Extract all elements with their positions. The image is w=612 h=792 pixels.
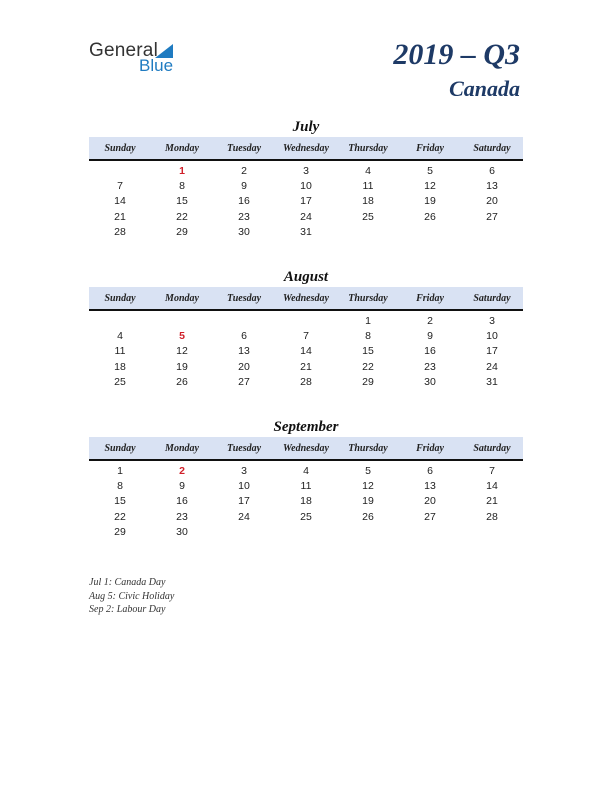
day-cell: 10 <box>300 179 312 192</box>
week-row <box>89 509 523 524</box>
page-title: 2019 – Q3 <box>393 38 520 71</box>
day-cell: 18 <box>114 360 126 373</box>
day-cell: 27 <box>238 375 250 388</box>
weekday-label: Thursday <box>348 442 388 454</box>
holiday-note: Jul 1: Canada Day <box>89 577 166 588</box>
holiday-note: Aug 5: Civic Holiday <box>89 590 175 602</box>
week-row <box>89 209 523 224</box>
week-row <box>89 359 523 374</box>
day-cell: 17 <box>238 495 250 508</box>
holiday-notes <box>89 576 174 617</box>
day-cell: 10 <box>486 329 498 342</box>
weekday-header <box>89 137 523 161</box>
holiday-day-cell: 2 <box>179 464 185 477</box>
day-cell: 30 <box>238 225 250 238</box>
day-cell: 17 <box>300 195 312 208</box>
day-cell: 22 <box>362 360 374 373</box>
day-cell: 28 <box>114 225 126 238</box>
day-cell: 6 <box>241 329 247 342</box>
day-cell: 29 <box>114 525 126 538</box>
day-cell: 8 <box>117 479 123 492</box>
day-cell: 7 <box>117 179 123 192</box>
day-cell: 4 <box>303 464 309 477</box>
day-cell: 24 <box>238 510 250 523</box>
day-cell: 17 <box>486 345 498 358</box>
weekday-label: Saturday <box>473 292 511 304</box>
day-cell: 25 <box>362 210 374 223</box>
country-name: Canada <box>449 76 520 101</box>
day-cell: 6 <box>489 164 495 177</box>
day-cell: 19 <box>362 495 374 508</box>
day-cell: 22 <box>114 510 126 523</box>
day-cell: 31 <box>486 375 498 388</box>
day-cell: 19 <box>176 360 188 373</box>
day-cell: 30 <box>176 525 188 538</box>
day-cell: 23 <box>176 510 188 523</box>
weekday-label: Tuesday <box>226 292 262 304</box>
day-cell: 11 <box>114 345 126 358</box>
week-row <box>89 524 523 539</box>
weekday-label: Monday <box>165 442 199 454</box>
weekday-label: Saturday <box>473 142 511 154</box>
month-name: September <box>273 419 339 435</box>
weekday-header <box>89 437 523 461</box>
day-cell: 25 <box>114 375 126 388</box>
weekday-label: Tuesday <box>226 142 262 154</box>
day-cell: 18 <box>362 195 374 208</box>
month-block <box>89 417 523 539</box>
month-block <box>89 117 523 239</box>
day-cell: 23 <box>424 360 436 373</box>
weekday-label: Monday <box>165 292 199 304</box>
day-cell: 12 <box>424 179 436 192</box>
day-cell: 10 <box>238 479 250 492</box>
day-cell: 27 <box>424 510 436 523</box>
weekday-label: Thursday <box>348 142 388 154</box>
day-cell: 24 <box>300 210 312 223</box>
holiday-day-cell: 5 <box>179 329 185 342</box>
weekday-label: Friday <box>416 292 444 304</box>
day-cell: 11 <box>362 179 374 192</box>
week-row <box>89 178 523 193</box>
day-cell: 21 <box>114 210 126 223</box>
week-row <box>89 163 523 178</box>
day-cell: 15 <box>176 195 188 208</box>
weekday-label: Sunday <box>104 292 136 304</box>
day-cell: 9 <box>179 479 185 492</box>
holiday-note: Sep 2: Labour Day <box>89 604 166 615</box>
day-cell: 15 <box>362 345 374 358</box>
day-cell: 4 <box>117 329 123 342</box>
week-row <box>89 463 523 478</box>
day-cell: 23 <box>238 210 250 223</box>
week-row <box>89 194 523 209</box>
week-row <box>89 494 523 509</box>
week-row <box>89 344 523 359</box>
day-cell: 3 <box>489 314 495 327</box>
weekday-label: Thursday <box>348 292 388 304</box>
day-cell: 8 <box>365 329 371 342</box>
weekday-label: Saturday <box>473 442 511 454</box>
day-cell: 12 <box>362 479 374 492</box>
day-cell: 9 <box>241 179 247 192</box>
day-cell: 21 <box>300 360 312 373</box>
day-cell: 5 <box>365 464 371 477</box>
weekday-label: Sunday <box>104 142 136 154</box>
week-row <box>89 478 523 493</box>
weekday-label: Wednesday <box>283 142 329 154</box>
month-block <box>89 267 523 389</box>
day-cell: 14 <box>486 479 498 492</box>
day-cell: 9 <box>427 329 433 342</box>
day-cell: 22 <box>176 210 188 223</box>
logo <box>89 40 199 80</box>
weekday-label: Wednesday <box>283 442 329 454</box>
day-cell: 5 <box>427 164 433 177</box>
weekday-label: Wednesday <box>283 292 329 304</box>
day-cell: 1 <box>365 314 371 327</box>
day-cell: 16 <box>424 345 436 358</box>
day-cell: 29 <box>362 375 374 388</box>
day-cell: 15 <box>114 495 126 508</box>
day-cell: 19 <box>424 195 436 208</box>
month-name: August <box>283 269 329 285</box>
week-row <box>89 328 523 343</box>
weekday-header <box>89 287 523 311</box>
weekday-label: Monday <box>165 142 199 154</box>
day-cell: 16 <box>238 195 250 208</box>
day-cell: 30 <box>424 375 436 388</box>
day-cell: 12 <box>176 345 188 358</box>
day-cell: 25 <box>300 510 312 523</box>
day-cell: 26 <box>176 375 188 388</box>
day-cell: 7 <box>489 464 495 477</box>
day-cell: 2 <box>427 314 433 327</box>
day-cell: 26 <box>424 210 436 223</box>
day-cell: 29 <box>176 225 188 238</box>
day-cell: 18 <box>300 495 312 508</box>
day-cell: 14 <box>114 195 126 208</box>
day-cell: 20 <box>424 495 436 508</box>
day-cell: 21 <box>486 495 498 508</box>
day-cell: 20 <box>238 360 250 373</box>
day-cell: 20 <box>486 195 498 208</box>
day-cell: 7 <box>303 329 309 342</box>
day-cell: 31 <box>300 225 312 238</box>
day-cell: 13 <box>486 179 498 192</box>
day-cell: 6 <box>427 464 433 477</box>
day-cell: 26 <box>362 510 374 523</box>
logo-general-text: General <box>89 40 158 61</box>
week-row <box>89 313 523 328</box>
day-cell: 28 <box>486 510 498 523</box>
day-cell: 3 <box>303 164 309 177</box>
day-cell: 28 <box>300 375 312 388</box>
day-cell: 27 <box>486 210 498 223</box>
day-cell: 2 <box>241 164 247 177</box>
week-row <box>89 224 523 239</box>
day-cell: 4 <box>365 164 371 177</box>
day-cell: 24 <box>486 360 498 373</box>
weekday-label: Sunday <box>104 442 136 454</box>
logo-blue-text: Blue <box>139 56 174 75</box>
month-name: July <box>292 119 320 135</box>
day-cell: 3 <box>241 464 247 477</box>
weekday-label: Tuesday <box>226 442 262 454</box>
holiday-day-cell: 1 <box>179 164 185 177</box>
day-cell: 13 <box>424 479 436 492</box>
weekday-label: Friday <box>416 442 444 454</box>
day-cell: 8 <box>179 179 185 192</box>
weekday-label: Friday <box>416 142 444 154</box>
day-cell: 11 <box>300 479 312 492</box>
week-row <box>89 374 523 389</box>
day-cell: 16 <box>176 495 188 508</box>
day-cell: 13 <box>238 345 250 358</box>
day-cell: 1 <box>117 464 123 477</box>
day-cell: 14 <box>300 345 312 358</box>
